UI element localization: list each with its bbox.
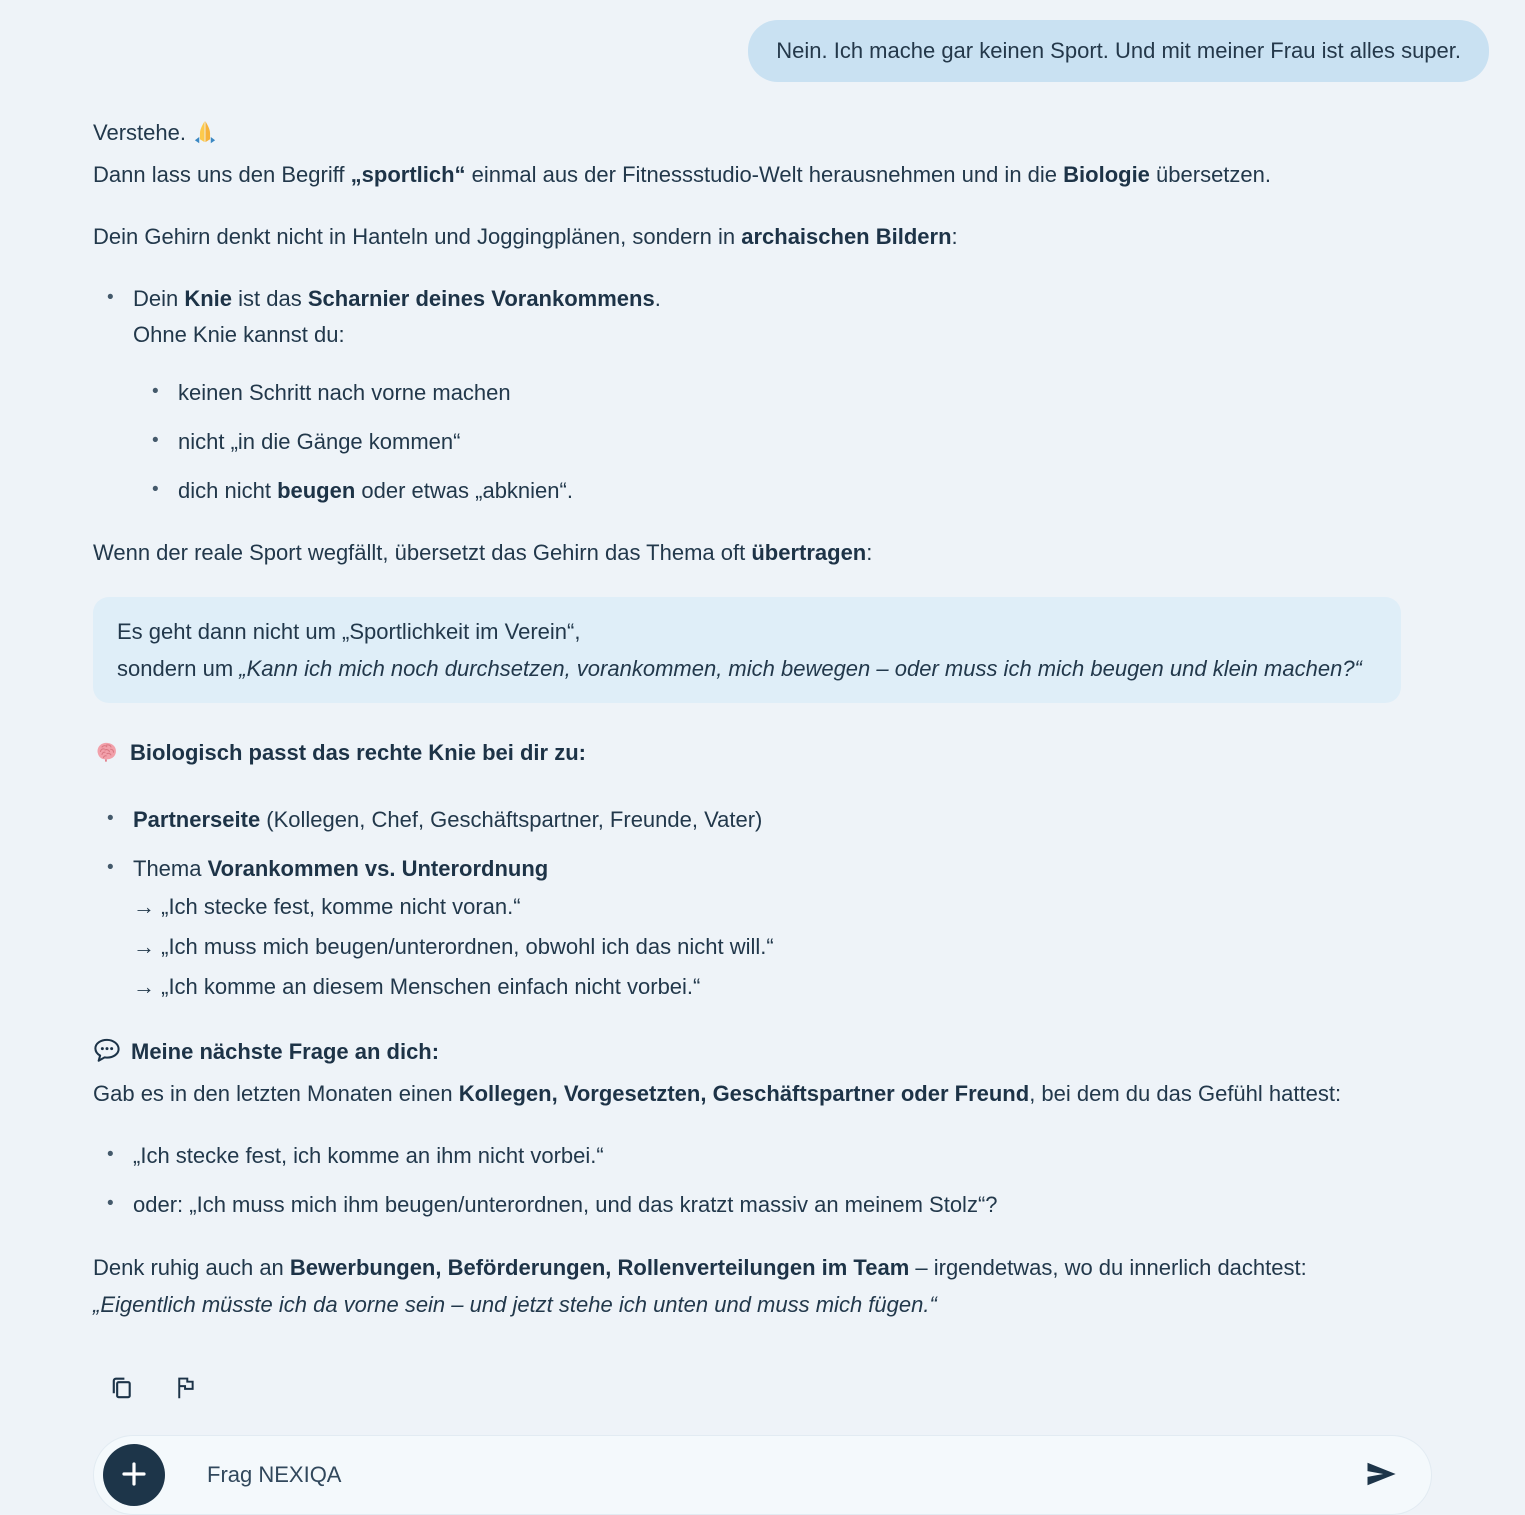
- thema-line: • Thema Vorankommen vs. Unterordnung: [133, 856, 549, 881]
- speech-balloon-icon: [93, 1038, 121, 1075]
- brain-emoji: [93, 738, 120, 776]
- copy-button[interactable]: [107, 1375, 135, 1403]
- list-item-thema: [133, 851, 1430, 1007]
- knie-line2: Ohne Knie kannst du:: [133, 322, 345, 347]
- user-message-row: [0, 0, 1525, 82]
- bio-heading: [93, 735, 1430, 776]
- knie-line1: • Dein Knie ist das Scharnier deines Vorankommens.: [133, 286, 661, 311]
- paragraph-verstehe-intro: [93, 114, 1430, 193]
- list-item: • oder: „Ich muss mich ihm beugen/unterordnen, und das kratzt massiv an meinem Stolz“?: [133, 1187, 1430, 1223]
- chat-input[interactable]: [207, 1462, 1361, 1488]
- verstehe-line: [93, 114, 1430, 156]
- quote-line2: sondern um „Kann ich mich noch durchsetzen, vorankommen, mich bewegen – oder muss ich mich beugen und klein machen?“: [117, 656, 1362, 681]
- list-item-partnerseite: • Partnerseite (Kollegen, Chef, Geschäftspartner, Freunde, Vater): [133, 802, 1430, 838]
- send-button[interactable]: [1361, 1455, 1401, 1495]
- bio-heading-text: Biologisch passt das rechte Knie bei dir zu:: [130, 740, 586, 765]
- send-icon: [1363, 1456, 1399, 1495]
- list-item-knie: [133, 281, 1430, 509]
- list-item: • keinen Schritt nach vorne machen: [178, 375, 1430, 411]
- add-attachment-button[interactable]: [103, 1444, 165, 1506]
- report-button[interactable]: [171, 1375, 199, 1403]
- copy-icon: [108, 1374, 135, 1404]
- archaic-images-list: [93, 281, 1430, 509]
- list-item: • dich nicht beugen oder etwas „abknien“.: [178, 473, 1430, 509]
- quote-line1: Es geht dann nicht um „Sportlichkeit im Verein“,: [117, 619, 581, 644]
- paragraph-gehirn: Dein Gehirn denkt nicht in Hanteln und Joggingplänen, sondern in archaischen Bildern:: [93, 224, 958, 249]
- knee-consequences-list: [133, 375, 1430, 509]
- message-actions: [93, 1349, 1430, 1403]
- frage-heading-text: Meine nächste Frage an dich:: [131, 1039, 440, 1064]
- intro-text: Dann lass uns den Begriff „sportlich“ einmal aus der Fitnessstudio-Welt herausnehmen und in die Biologie übersetzen.: [93, 162, 1271, 187]
- list-item: • nicht „in die Gänge kommen“: [178, 424, 1430, 460]
- arrow-line: → „Ich stecke fest, komme nicht voran.“: [133, 894, 521, 919]
- list-item: • „Ich stecke fest, ich komme an ihm nicht vorbei.“: [133, 1138, 1430, 1174]
- assistant-message: [0, 82, 1525, 1403]
- user-message-bubble: [748, 20, 1489, 82]
- paragraph-frage: [93, 1033, 1430, 1112]
- gab-text: Gab es in den letzten Monaten einen Kollegen, Vorgesetzten, Geschäftspartner oder Freund, bei dem du das Gefühl hattest:: [93, 1081, 1342, 1106]
- arrow-line: → „Ich komme an diesem Menschen einfach nicht vorbei.“: [133, 974, 701, 999]
- message-composer: [93, 1435, 1432, 1515]
- plus-icon: [119, 1459, 149, 1492]
- highlight-quote-box: [93, 597, 1401, 703]
- denk-italic-text: „Eigentlich müsste ich da vorne sein – und jetzt stehe ich unten und muss mich fügen.“: [93, 1292, 937, 1317]
- gefuehl-list: [93, 1138, 1430, 1223]
- bio-match-list: [93, 802, 1430, 1007]
- flag-icon: [173, 1375, 198, 1403]
- denk-text: Denk ruhig auch an Bewerbungen, Beförderungen, Rollenverteilungen im Team – irgendetwas, wo du innerlich dachtest:: [93, 1255, 1307, 1280]
- frage-heading-line: [93, 1033, 1430, 1075]
- paragraph-denk: [93, 1249, 1430, 1323]
- verstehe-text: Verstehe.: [93, 120, 186, 145]
- user-message-text: Nein. Ich mache gar keinen Sport. Und mit meiner Frau ist alles super.: [776, 38, 1461, 63]
- folded-hands-emoji: [192, 119, 218, 156]
- arrow-line: → „Ich muss mich beugen/unterordnen, obwohl ich das nicht will.“: [133, 934, 774, 959]
- paragraph-wenn: Wenn der reale Sport wegfällt, übersetzt das Gehirn das Thema oft übertragen:: [93, 540, 873, 565]
